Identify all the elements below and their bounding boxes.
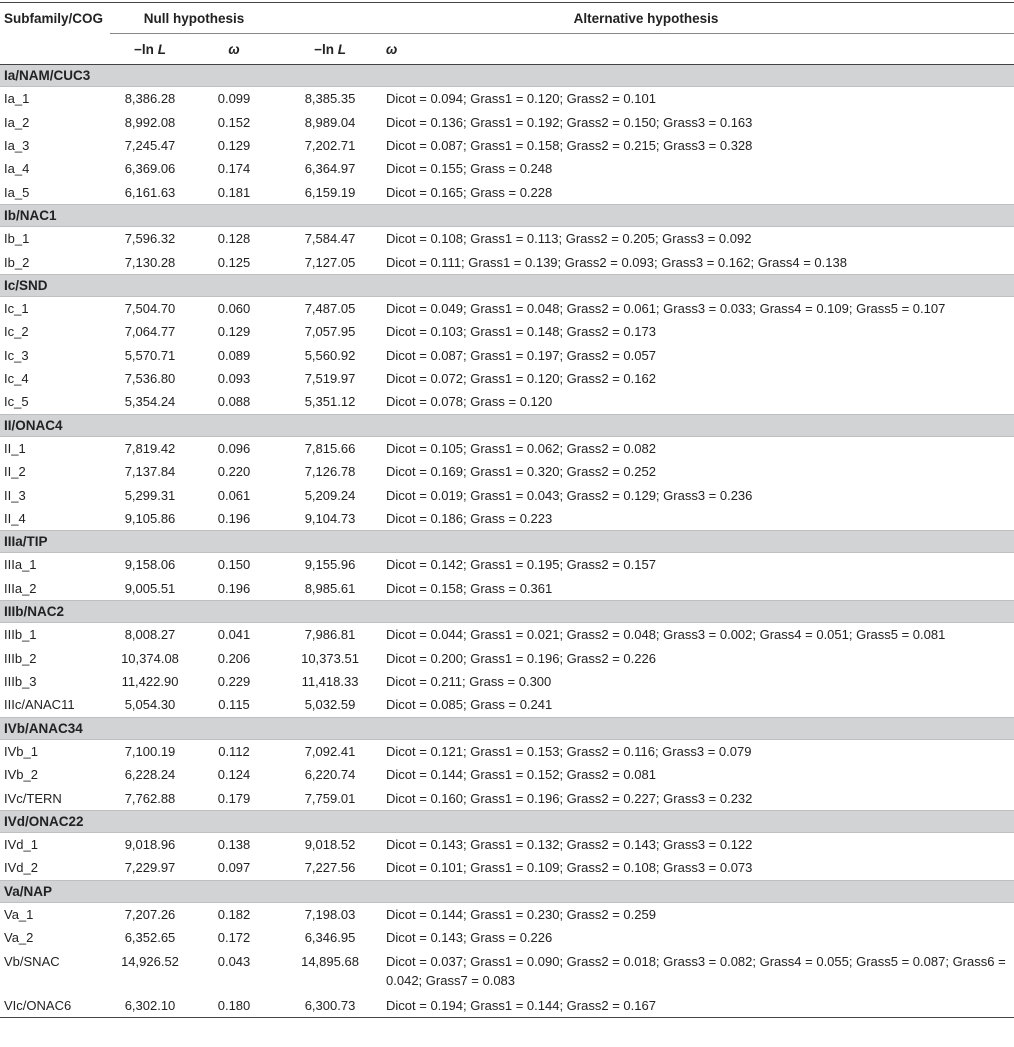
alt-omega-cell: Dicot = 0.143; Grass1 = 0.132; Grass2 = 0.143; Grass3 = 0.122 (386, 836, 753, 852)
section-header-row (0, 204, 1014, 226)
alt-lnl-cell: 7,487.05 (304, 300, 356, 316)
null-omega-cell: 0.093 (217, 371, 251, 387)
header-alternative-hypothesis: Alternative hypothesis (278, 3, 1014, 34)
cog-cell: Ia_2 (4, 114, 30, 130)
table-row (0, 320, 1014, 343)
header-alt-omega: ω (382, 34, 1014, 65)
null-lnl-cell: 10,374.08 (121, 650, 179, 666)
table-row (0, 483, 1014, 506)
table-row (0, 926, 1014, 949)
cog-cell: Ic_3 (4, 347, 29, 363)
alt-omega-cell: Dicot = 0.200; Grass1 = 0.196; Grass2 = 0.226 (386, 650, 656, 666)
cog-cell: II_1 (4, 440, 26, 456)
section-title: Ib/NAC1 (0, 204, 1014, 226)
likelihood-table (0, 2, 1014, 1018)
alt-lnl-cell: 6,159.19 (304, 184, 356, 200)
alt-omega-cell: Dicot = 0.194; Grass1 = 0.144; Grass2 = 0.167 (382, 993, 1014, 1017)
alt-lnl-cell: 8,985.61 (304, 580, 356, 596)
table-row (0, 902, 1014, 926)
null-lnl-cell: 5,054.30 (124, 697, 176, 713)
null-lnl-cell: 5,354.24 (124, 394, 176, 410)
null-lnl-cell: 7,762.88 (124, 790, 176, 806)
table-row (0, 993, 1014, 1017)
null-lnl-cell: 6,369.06 (124, 161, 176, 177)
alt-lnl-cell: 5,560.92 (304, 347, 356, 363)
header-null-lnl: −ln L (110, 34, 190, 65)
section-header-row (0, 810, 1014, 832)
cog-cell: Va_2 (4, 930, 34, 946)
table-row (0, 181, 1014, 205)
cog-cell: Ia_3 (4, 137, 30, 153)
alt-omega-cell: Dicot = 0.160; Grass1 = 0.196; Grass2 = 0.227; Grass3 = 0.232 (386, 790, 753, 806)
alt-lnl-cell: 6,346.95 (304, 930, 356, 946)
cog-cell: Ic_2 (4, 324, 29, 340)
alt-lnl-cell: 7,227.56 (304, 860, 356, 876)
alt-omega-cell: Dicot = 0.165; Grass = 0.228 (386, 184, 553, 200)
cog-cell: Ib_2 (4, 254, 30, 270)
alt-omega-cell: Dicot = 0.108; Grass1 = 0.113; Grass2 = 0.205; Grass3 = 0.092 (386, 231, 752, 247)
table-row (0, 553, 1014, 577)
null-lnl-cell: 6,352.65 (124, 930, 176, 946)
null-lnl-cell: 8,992.08 (124, 114, 176, 130)
alt-lnl-cell: 7,092.41 (304, 743, 356, 759)
alt-omega-cell: Dicot = 0.136; Grass1 = 0.192; Grass2 = 0.150; Grass3 = 0.163 (386, 114, 753, 130)
alt-omega-cell: Dicot = 0.155; Grass = 0.248 (386, 161, 553, 177)
null-lnl-cell: 7,819.42 (124, 440, 176, 456)
alt-omega-cell: Dicot = 0.078; Grass = 0.120 (386, 394, 553, 410)
null-omega-cell: 0.089 (217, 347, 251, 363)
cog-cell: VIc/ONAC6 (0, 993, 110, 1017)
null-lnl-cell: 7,536.80 (124, 371, 176, 387)
null-omega-cell: 0.099 (217, 91, 251, 107)
alt-omega-cell: Dicot = 0.186; Grass = 0.223 (386, 511, 553, 527)
null-lnl-cell: 7,064.77 (124, 324, 176, 340)
null-lnl-cell: 5,570.71 (124, 347, 176, 363)
table-row (0, 134, 1014, 157)
null-lnl-cell: 7,207.26 (124, 906, 176, 922)
table-row (0, 390, 1014, 414)
alt-lnl-cell: 6,300.73 (278, 993, 382, 1017)
section-header-row (0, 531, 1014, 553)
results-table-document (0, 2, 1014, 1018)
alt-omega-cell: Dicot = 0.087; Grass1 = 0.197; Grass2 = 0.057 (386, 347, 656, 363)
alt-lnl-cell: 7,519.97 (304, 371, 356, 387)
alt-omega-cell: Dicot = 0.111; Grass1 = 0.139; Grass2 = 0.093; Grass3 = 0.162; Grass4 = 0.138 (386, 254, 847, 270)
null-lnl-cell: 7,137.84 (124, 464, 176, 480)
section-header-row (0, 414, 1014, 436)
null-omega-cell: 0.041 (217, 627, 251, 643)
table-row (0, 250, 1014, 274)
cog-cell: Ic_1 (4, 300, 29, 316)
alt-lnl-cell: 7,202.71 (304, 137, 356, 153)
cog-cell: Ic_4 (4, 371, 29, 387)
alt-omega-cell: Dicot = 0.072; Grass1 = 0.120; Grass2 = 0.162 (386, 371, 656, 387)
section-title: Ia/NAM/CUC3 (0, 65, 1014, 87)
alt-omega-cell: Dicot = 0.211; Grass = 0.300 (386, 674, 552, 689)
null-omega-cell: 0.124 (217, 767, 251, 783)
alt-omega-cell: Dicot = 0.144; Grass1 = 0.152; Grass2 = 0.081 (386, 767, 656, 783)
table-row (0, 646, 1014, 669)
header-subfamily: Subfamily/COG (0, 3, 110, 34)
alt-omega-cell: Dicot = 0.044; Grass1 = 0.021; Grass2 = 0.048; Grass3 = 0.002; Grass4 = 0.051; Grass5 = 0.081 (386, 627, 946, 643)
alt-lnl-cell: 9,104.73 (304, 511, 356, 527)
table-row (0, 832, 1014, 856)
null-lnl-cell: 9,105.86 (124, 511, 176, 527)
null-lnl-cell: 7,130.28 (124, 254, 176, 270)
header-null-omega: ω (190, 34, 278, 65)
section-header-row (0, 717, 1014, 739)
alt-omega-cell: Dicot = 0.158; Grass = 0.361 (386, 580, 553, 596)
alt-omega-cell: Dicot = 0.103; Grass1 = 0.148; Grass2 = 0.173 (386, 324, 656, 340)
table-header (0, 3, 1014, 65)
null-lnl-cell: 5,299.31 (124, 487, 176, 503)
table-row (0, 296, 1014, 320)
alt-omega-cell: Dicot = 0.105; Grass1 = 0.062; Grass2 = 0.082 (386, 440, 656, 456)
table-body (0, 65, 1014, 1018)
null-omega-cell: 0.181 (217, 184, 251, 200)
alt-lnl-cell: 7,815.66 (304, 440, 356, 456)
section-header-row (0, 65, 1014, 87)
cog-cell: Ia_1 (4, 91, 30, 107)
null-omega-cell: 0.061 (217, 487, 251, 503)
cog-cell: IIIb_1 (4, 627, 37, 643)
null-omega-cell: 0.206 (217, 650, 251, 666)
null-lnl-cell: 7,504.70 (124, 300, 176, 316)
cog-cell: Ic_5 (4, 394, 29, 410)
alt-lnl-cell: 7,127.05 (304, 254, 356, 270)
table-row (0, 623, 1014, 647)
cog-cell: IVb_2 (4, 767, 38, 783)
alt-omega-cell: Dicot = 0.087; Grass1 = 0.158; Grass2 = 0.215; Grass3 = 0.328 (386, 137, 753, 153)
null-omega-cell: 0.220 (217, 464, 251, 480)
cog-cell: Ib_1 (4, 231, 30, 247)
alt-omega-cell: Dicot = 0.094; Grass1 = 0.120; Grass2 = 0.101 (386, 91, 656, 107)
alt-omega-cell: Dicot = 0.142; Grass1 = 0.195; Grass2 = 0.157 (386, 557, 656, 573)
cog-cell: IIIa_1 (4, 557, 37, 573)
null-lnl-cell: 9,018.96 (124, 836, 176, 852)
alt-lnl-cell: 7,057.95 (304, 324, 356, 340)
null-omega-cell: 0.060 (217, 300, 251, 316)
section-header-row (0, 880, 1014, 902)
section-title: IVb/ANAC34 (0, 717, 1014, 739)
table-row (0, 110, 1014, 133)
cog-cell: IIIc/ANAC11 (4, 697, 75, 713)
null-lnl-cell: 6,302.10 (110, 993, 190, 1017)
table-row (0, 693, 1014, 717)
cog-cell: IVd_2 (4, 860, 38, 876)
alt-lnl-cell: 7,584.47 (304, 231, 356, 247)
table-row (0, 87, 1014, 111)
alt-omega-cell: Dicot = 0.049; Grass1 = 0.048; Grass2 = 0.061; Grass3 = 0.033; Grass4 = 0.109; Grass5 = 0.107 (386, 300, 946, 316)
null-lnl-cell: 9,005.51 (124, 580, 176, 596)
cog-cell: IIIa_2 (4, 580, 37, 596)
null-omega-cell: 0.088 (217, 394, 251, 410)
null-omega-cell: 0.179 (217, 790, 251, 806)
null-lnl-cell: 14,926.52 (121, 954, 179, 970)
cog-cell: II_2 (4, 464, 26, 480)
table-row (0, 786, 1014, 810)
table-row (0, 367, 1014, 390)
alt-omega-cell: Dicot = 0.037; Grass1 = 0.090; Grass2 = 0.018; Grass3 = 0.082; Grass4 = 0.055; Grass5 = 0.087; Grass6 = 0.042; Grass7 = 0.083 (386, 954, 1006, 989)
null-omega-cell: 0.138 (217, 836, 251, 852)
alt-omega-cell: Dicot = 0.143; Grass = 0.226 (386, 930, 553, 946)
lnl-italic-l: L (157, 41, 166, 57)
alt-omega-cell: Dicot = 0.169; Grass1 = 0.320; Grass2 = 0.252 (386, 464, 656, 480)
table-row (0, 670, 1014, 693)
null-omega-cell: 0.174 (217, 161, 251, 177)
table-row (0, 949, 1014, 993)
alt-lnl-cell: 8,989.04 (304, 114, 356, 130)
alt-omega-cell: Dicot = 0.144; Grass1 = 0.230; Grass2 = 0.259 (386, 906, 656, 922)
cog-cell: Vb/SNAC (4, 954, 60, 970)
section-title: Va/NAP (0, 880, 1014, 902)
header-subfamily-spacer (0, 34, 110, 65)
alt-lnl-cell: 9,155.96 (304, 557, 356, 573)
alt-lnl-cell: 6,220.74 (304, 767, 356, 783)
alt-lnl-cell: 7,126.78 (304, 464, 356, 480)
table-row (0, 856, 1014, 880)
alt-omega-cell: Dicot = 0.121; Grass1 = 0.153; Grass2 = 0.116; Grass3 = 0.079 (386, 743, 752, 759)
cog-cell: Ia_4 (4, 161, 30, 177)
alt-lnl-cell: 7,198.03 (304, 906, 356, 922)
cog-cell: II_4 (4, 511, 26, 527)
null-lnl-cell: 11,422.90 (121, 674, 179, 689)
cog-cell: IVc/TERN (4, 790, 62, 806)
null-lnl-cell: 7,100.19 (124, 743, 176, 759)
table-row (0, 157, 1014, 180)
null-omega-cell: 0.152 (217, 114, 251, 130)
null-omega-cell: 0.097 (217, 860, 251, 876)
null-omega-cell: 0.180 (190, 993, 278, 1017)
null-omega-cell: 0.112 (218, 743, 250, 759)
alt-lnl-cell: 5,351.12 (304, 394, 356, 410)
null-omega-cell: 0.196 (217, 580, 251, 596)
alt-lnl-cell: 5,209.24 (304, 487, 356, 503)
alt-omega-cell: Dicot = 0.019; Grass1 = 0.043; Grass2 = 0.129; Grass3 = 0.236 (386, 487, 753, 503)
cog-cell: IVb_1 (4, 743, 38, 759)
alt-omega-cell: Dicot = 0.085; Grass = 0.241 (386, 697, 553, 713)
header-alt-lnl: −ln L (278, 34, 382, 65)
alt-lnl-cell: 7,759.01 (304, 790, 356, 806)
section-title: IVd/ONAC22 (0, 810, 1014, 832)
null-lnl-cell: 7,245.47 (124, 137, 176, 153)
alt-lnl-cell: 7,986.81 (304, 627, 356, 643)
cog-cell: IIIb_2 (4, 650, 37, 666)
section-title: IIIb/NAC2 (0, 601, 1014, 623)
cog-cell: IVd_1 (4, 836, 38, 852)
alt-omega-cell: Dicot = 0.101; Grass1 = 0.109; Grass2 = 0.108; Grass3 = 0.073 (386, 860, 753, 876)
section-title: Ic/SND (0, 274, 1014, 296)
table-row (0, 763, 1014, 786)
null-omega-cell: 0.129 (217, 324, 251, 340)
null-lnl-cell: 6,228.24 (124, 767, 176, 783)
null-lnl-cell: 7,229.97 (124, 860, 176, 876)
alt-lnl-cell: 8,385.35 (304, 91, 356, 107)
null-omega-cell: 0.182 (217, 906, 251, 922)
null-omega-cell: 0.043 (217, 954, 251, 970)
null-omega-cell: 0.129 (217, 137, 251, 153)
null-omega-cell: 0.115 (218, 697, 250, 713)
section-header-row (0, 601, 1014, 623)
null-lnl-cell: 6,161.63 (124, 184, 176, 200)
header-null-hypothesis: Null hypothesis (110, 3, 278, 34)
null-omega-cell: 0.096 (217, 440, 251, 456)
null-omega-cell: 0.128 (217, 231, 251, 247)
alt-lnl-cell: 9,018.52 (304, 836, 356, 852)
table-row (0, 344, 1014, 367)
cog-cell: Ia_5 (4, 184, 30, 200)
alt-lnl-cell: 10,373.51 (301, 650, 359, 666)
section-header-row (0, 274, 1014, 296)
null-omega-cell: 0.229 (217, 674, 251, 689)
section-title: II/ONAC4 (0, 414, 1014, 436)
lnl-italic-l: L (337, 41, 346, 57)
null-omega-cell: 0.150 (217, 557, 251, 573)
table-row (0, 739, 1014, 763)
null-omega-cell: 0.125 (217, 254, 251, 270)
null-lnl-cell: 9,158.06 (124, 557, 176, 573)
cog-cell: IIIb_3 (4, 674, 37, 689)
alt-lnl-cell: 6,364.97 (304, 161, 356, 177)
table-row (0, 226, 1014, 250)
null-omega-cell: 0.172 (217, 930, 251, 946)
alt-lnl-cell: 11,418.33 (301, 674, 359, 689)
table-row (0, 436, 1014, 460)
null-lnl-cell: 7,596.32 (124, 231, 176, 247)
alt-lnl-cell: 14,895.68 (301, 954, 359, 970)
section-title: IIIa/TIP (0, 531, 1014, 553)
null-omega-cell: 0.196 (217, 511, 251, 527)
null-lnl-cell: 8,386.28 (124, 91, 176, 107)
null-lnl-cell: 8,008.27 (124, 627, 176, 643)
cog-cell: Va_1 (4, 906, 34, 922)
table-row (0, 507, 1014, 531)
table-row (0, 460, 1014, 483)
table-row (0, 577, 1014, 601)
cog-cell: II_3 (4, 487, 26, 503)
alt-lnl-cell: 5,032.59 (304, 697, 356, 713)
